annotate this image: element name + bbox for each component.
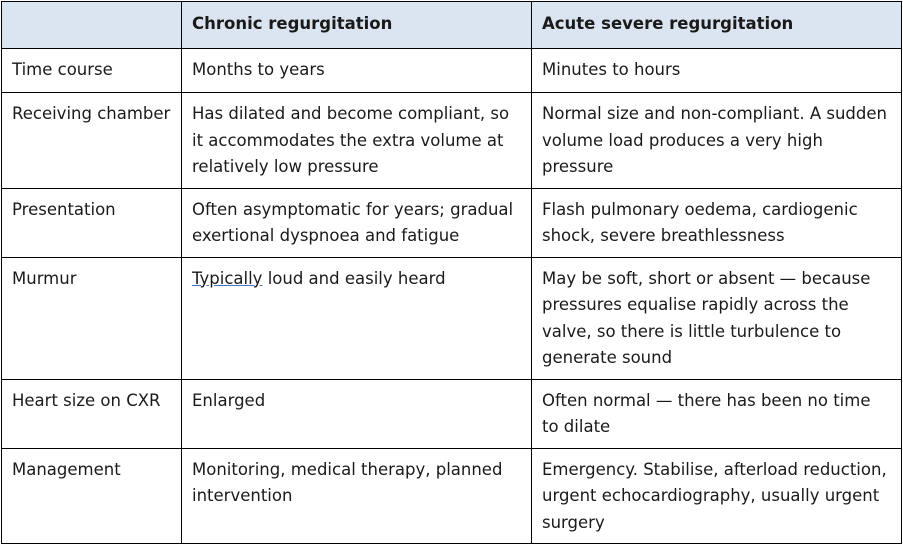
- table-row: [2, 93, 902, 189]
- row-label: Management: [2, 448, 182, 544]
- chronic-cell: Often asymptomatic for years; gradual exertional dyspnoea and fatigue: [182, 188, 532, 257]
- table-row: [2, 448, 902, 544]
- chronic-cell: Has dilated and become compliant, so it accommodates the extra volume at relatively low pressure: [182, 93, 532, 189]
- comparison-table-container: [1, 1, 901, 544]
- chronic-cell-text: loud and easily heard: [262, 268, 446, 288]
- chronic-cell: [182, 257, 532, 379]
- row-label: Presentation: [2, 188, 182, 257]
- acute-cell: Minutes to hours: [532, 49, 902, 93]
- header-cell-chronic: Chronic regurgitation: [182, 2, 532, 49]
- table-header-row: [2, 2, 902, 49]
- table-row: [2, 188, 902, 257]
- chronic-cell: Enlarged: [182, 379, 532, 448]
- header-cell-empty: [2, 2, 182, 49]
- chronic-cell: Monitoring, medical therapy, planned intervention: [182, 448, 532, 544]
- acute-cell: Often normal — there has been no time to dilate: [532, 379, 902, 448]
- table-row: [2, 257, 902, 379]
- acute-cell: May be soft, short or absent — because pressures equalise rapidly across the valve, so there is little turbulence to generate sound: [532, 257, 902, 379]
- acute-cell: Emergency. Stabilise, afterload reduction, urgent echocardiography, usually urgent surgery: [532, 448, 902, 544]
- comparison-table: [1, 1, 902, 544]
- row-label: Murmur: [2, 257, 182, 379]
- acute-cell: Normal size and non-compliant. A sudden volume load produces a very high pressure: [532, 93, 902, 189]
- acute-cell: Flash pulmonary oedema, cardiogenic shock, severe breathlessness: [532, 188, 902, 257]
- table-row: [2, 379, 902, 448]
- header-cell-acute: Acute severe regurgitation: [532, 2, 902, 49]
- table-row: [2, 49, 902, 93]
- row-label: Receiving chamber: [2, 93, 182, 189]
- chronic-cell: Months to years: [182, 49, 532, 93]
- row-label: Time course: [2, 49, 182, 93]
- row-label: Heart size on CXR: [2, 379, 182, 448]
- spellcheck-underlined-word: Typically: [192, 268, 263, 288]
